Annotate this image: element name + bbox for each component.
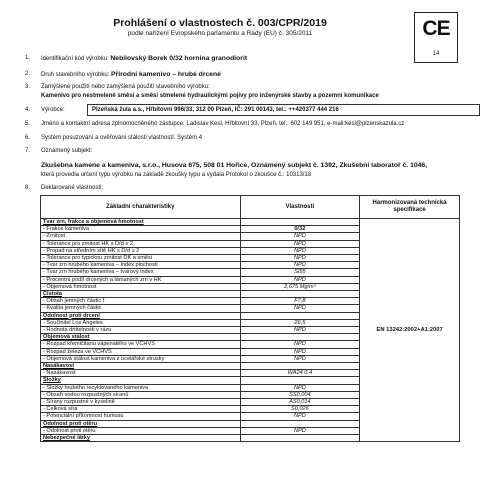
characteristic-cell: - Objemová stálost kameniva z ocelářské strusky: [41, 355, 241, 362]
ce-mark-logo: CE: [422, 17, 450, 40]
property-value-cell: WA24 0,4: [240, 370, 360, 377]
property-value-cell: NPD: [240, 247, 360, 254]
property-value-cell: NPD: [240, 355, 360, 362]
item-number: 6.: [25, 135, 31, 141]
characteristic-cell: - Tvar zrn hrubého kameniva – tvarový index: [41, 269, 241, 276]
characteristic-cell: - Tvar zrn hrubého kameniva – index plochosti: [41, 262, 241, 269]
property-value-cell: SS0,004: [240, 391, 360, 398]
property-value-cell: [240, 219, 360, 226]
declared-properties-table: [40, 195, 460, 442]
ce-mark-box: [414, 12, 458, 63]
item-number: 1.: [25, 55, 31, 61]
harmonized-spec-cell: EN 13242:2002+A1:2007: [360, 219, 460, 442]
characteristic-cell: - Objemová hmotnost: [41, 283, 241, 290]
property-value-cell: NPD: [240, 348, 360, 355]
property-value-cell: [240, 312, 360, 319]
property-value-cell: NPD: [240, 255, 360, 262]
column-header-properties: Vlastnosti: [240, 196, 360, 219]
property-value-cell: NPD: [240, 240, 360, 247]
product-type-label: Druh stavebního výrobku:: [41, 72, 110, 78]
property-value-cell: NPD: [240, 233, 360, 240]
group-heading: Nebezpečné látky: [41, 435, 241, 442]
intended-use-value: Kamenivo pro nestmelené směsi a směsi stmelené hydraulickými pojivy pro inženýrské stavby a pozemní komunikace: [41, 93, 379, 99]
group-heading: Čistota: [41, 291, 241, 298]
group-heading: Objemová stálost: [41, 334, 241, 341]
property-value-cell: NPD: [240, 427, 360, 434]
property-value-cell: NPD: [240, 276, 360, 283]
characteristic-cell: - Odolnost proti otěru: [41, 427, 241, 434]
product-code-label: Identifikační kód výrobku:: [41, 56, 109, 62]
notified-body-label: Oznámený subjekt:: [41, 148, 93, 154]
property-value-cell: [240, 420, 360, 427]
manufacturer-box: Plzeňská žula a.s., Hřbitovní 996/33, 312 00 Plzeň, IČ: 291 00143, tel.: ++420377 444 216: [87, 104, 480, 116]
characteristic-cell: - Složky hrubého recyklovaného kameniva: [41, 384, 241, 391]
property-value-cell: SI55: [240, 269, 360, 276]
characteristic-cell: - Zrnitost: [41, 233, 241, 240]
group-heading: Odolnost proti drcení: [41, 312, 241, 319]
characteristic-cell: - Obsah vodou rozpustných síranů: [41, 391, 241, 398]
property-value-cell: [240, 435, 360, 442]
characteristic-cell: - Frakce kameniva: [41, 226, 241, 233]
characteristic-cell: - Rozpad železa ve VCHVS: [41, 348, 241, 355]
intended-use-label: Zamýšlené použití nebo zamýšlená použití stavebního výrobku:: [41, 84, 210, 90]
table-body: [41, 219, 460, 442]
item-label: [41, 71, 221, 78]
item-number: 3.: [25, 84, 31, 90]
item-number: 8.: [25, 185, 31, 191]
property-value-cell: NPD: [240, 384, 360, 391]
item-number: 7.: [25, 148, 31, 154]
group-heading: Složky: [41, 377, 241, 384]
characteristic-cell: - Obsah jemných částic f: [41, 298, 241, 305]
column-header-characteristics: Základní charakteristiky: [41, 196, 241, 219]
characteristic-cell: - Tolerance pro typickou zrnitost DK a směsi: [41, 255, 241, 262]
property-value-cell: 2,675 Mg/m³: [240, 283, 360, 290]
group-heading: Nasákavost: [41, 363, 241, 370]
characteristic-cell: - Hodnota drtitelnosti v rázu: [41, 327, 241, 334]
characteristic-cell: - Tolerance pro zrnitost HK s D/d ≥ 2: [41, 240, 241, 247]
assessment-system-text: Systém posuzování a ověřování stálosti vlastností: Systém 4: [41, 135, 203, 141]
manufacturer-label: Výrobce:: [41, 107, 65, 113]
declared-properties-label: Deklarované vlastnosti:: [41, 185, 104, 191]
characteristic-cell: - Celková síra: [41, 406, 241, 413]
property-value-cell: 0/32: [240, 226, 360, 233]
product-type-value: Přírodní kamenivo – hrubé drcené: [111, 71, 221, 78]
property-value-cell: S0,026: [240, 406, 360, 413]
characteristic-cell: - Součinitel Los Angeles: [41, 319, 241, 326]
document-title: Prohlášení o vlastnostech č. 003/CPR/2019: [113, 17, 327, 29]
notified-body-line1: Zkušebna kamene a kameniva, s.r.o., Husova 675, 508 01 Hořice, Oznámený subjekt č. 1392, Zkušební laboratoř č. 1046,: [41, 162, 428, 169]
item-number: 4.: [25, 107, 31, 113]
property-value-cell: NPD: [240, 341, 360, 348]
representative-text: Jméno a kontaktní adresa zplnomocněného zástupce: Ladislav Kesl, Hřbitovní 33, Plzeň, tel.: 602 149 951, e-mail:kesl@plzenskazula.cz: [41, 121, 405, 127]
product-code-value: Nebilovský Borek 0/32 hornina granodiorit: [110, 55, 248, 62]
characteristic-cell: - Kvalita jemných částic: [41, 305, 241, 312]
item-label: [41, 55, 247, 62]
table-group-row: [41, 219, 460, 226]
notified-body-line2: která provedla určení typu výrobku na základě zkoušky typu a vydala Protokol o zkoušce č.: 10313/18: [41, 172, 312, 178]
property-value-cell: F7,8: [240, 298, 360, 305]
table-header-row: [41, 196, 460, 219]
characteristic-cell: - Propad na středním sítě HK s D/d ≥ 2: [41, 247, 241, 254]
ce-mark-number: 14: [432, 51, 440, 57]
property-value-cell: NPD: [240, 413, 360, 420]
group-heading: Odolnost proti otěru: [41, 420, 241, 427]
item-number: 5.: [25, 121, 31, 127]
property-value-cell: NPD: [240, 262, 360, 269]
property-value-cell: [240, 377, 360, 384]
property-value-cell: NPD: [240, 305, 360, 312]
item-number: 2.: [25, 71, 31, 77]
property-value-cell: AS0,014: [240, 399, 360, 406]
characteristic-cell: - Sírany rozpustné v kyselině: [41, 399, 241, 406]
property-value-cell: [240, 363, 360, 370]
property-value-cell: 26,5: [240, 319, 360, 326]
characteristic-cell: - Potenciální přítomnost humusu: [41, 413, 241, 420]
characteristic-cell: - Procentní podíl drcených a lámaných zrn v HK: [41, 276, 241, 283]
property-value-cell: NPD: [240, 327, 360, 334]
group-heading: Tvar zrn, frakce a objemová hmotnost: [41, 219, 241, 226]
document-subtitle: podle nařízení Evropského parlamentu a Rady (EU) č. 305/2011: [127, 30, 313, 37]
property-value-cell: [240, 334, 360, 341]
characteristic-cell: - Rozpad křemičitanu vápenatého ve VCHVS: [41, 341, 241, 348]
column-header-specification: Harmonizovaná technická specifikace: [360, 196, 460, 219]
property-value-cell: [240, 291, 360, 298]
characteristic-cell: - Nasákavost: [41, 370, 241, 377]
